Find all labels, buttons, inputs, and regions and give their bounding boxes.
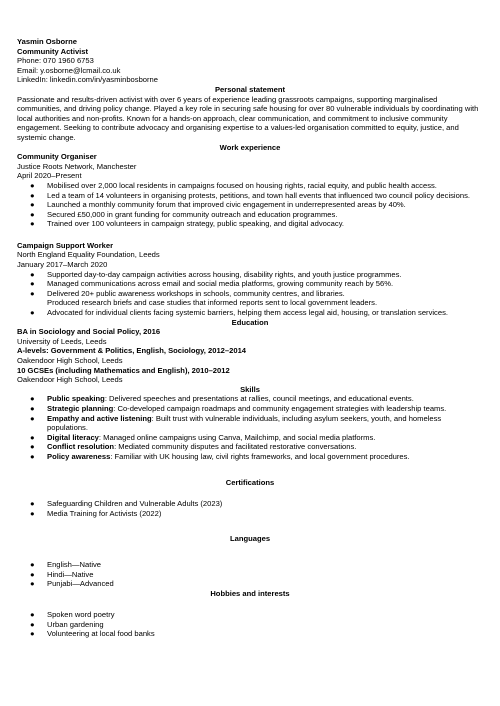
list-item: ● Hindi—Native — [30, 569, 94, 579]
bullet-icon: ● — [30, 619, 35, 629]
education-degree: A-levels: Government & Politics, English, Sociology, 2012–2014 — [17, 346, 247, 356]
bullet-icon: ● — [30, 610, 35, 620]
bullet-icon: ● — [30, 569, 35, 579]
job-dates: January 2017–March 2020 — [17, 260, 108, 270]
list-item: ● Secured £50,000 in grant funding for community outreach and education programmes. — [30, 209, 338, 219]
list-item: ● Managed communications across email and social media platforms, growing community reach by 56%. — [30, 279, 394, 289]
phone: Phone: 070 1960 6753 — [17, 56, 94, 66]
education-degree: BA in Sociology and Social Policy, 2016 — [17, 327, 161, 337]
job-bullets — [17, 181, 483, 229]
bullet-icon: ● — [30, 451, 35, 461]
skill-label: Conflict resolution — [47, 442, 115, 452]
list-item: ● Conflict resolution: Mediated community disputes and facilitated restorative conversations. — [30, 442, 357, 452]
bullet-icon: ● — [30, 200, 35, 210]
skills-list — [17, 394, 483, 461]
bullet-icon: ● — [30, 432, 35, 442]
education-school: Oakendoor High School, Leeds — [17, 375, 123, 385]
linkedin: LinkedIn: linkedin.com/in/yasminbosborne — [17, 75, 158, 85]
languages-heading: Languages — [229, 534, 271, 544]
skill-label: Public speaking — [47, 394, 105, 404]
education-school: Oakendoor High School, Leeds — [17, 356, 123, 365]
bullet-icon: ● — [30, 559, 35, 569]
candidate-title: Community Activist — [17, 46, 89, 56]
bullet-icon: ● — [30, 413, 35, 423]
skill-label: Strategic planning — [47, 403, 114, 413]
job-org: North England Equality Foundation, Leeds — [17, 250, 160, 260]
skills-heading: Skills — [240, 384, 260, 394]
job-org: Justice Roots Network, Manchester — [17, 161, 137, 171]
list-item: ● Media Training for Activists (2022) — [30, 508, 162, 518]
bullet-icon: ● — [30, 403, 35, 413]
list-item: ● Safeguarding Children and Vulnerable Adults (2023) — [30, 499, 223, 509]
list-item: ● English—Native — [30, 559, 102, 569]
languages-list — [17, 560, 483, 589]
list-item: ● Volunteering at local food banks — [30, 629, 155, 639]
hobbies-list — [17, 610, 483, 639]
list-item: ● Led a team of 14 volunteers in organising protests, petitions, and town hall events that influenced two council policy decisions. — [30, 190, 470, 200]
certifications-heading: Certifications — [225, 477, 275, 487]
bullet-icon: ● — [30, 180, 35, 190]
list-item-continuation: Produced research briefs and case studies that informed reports sent to local government leaders. — [47, 298, 378, 308]
list-item: ● Spoken word poetry — [30, 610, 115, 620]
bullet-icon: ● — [30, 579, 35, 589]
personal-statement-text: Passionate and results-driven activist with over 6 years of experience leading grassroots campaigns, supporting marginalised communities, and driving policy change. Played a key role in securing safe housing for over 80 vulnerable individuals by coordinating with local authorities and non-profits. Known for a hands-on approach, clear communication, and commitment to inclusive community engagement. Seeking to contribute advocacy and organising expertise to a values-led organisation committed to equity, justice, and systemic change. — [17, 94, 479, 142]
bullet-icon: ● — [30, 279, 35, 289]
skill-label: Digital literacy — [47, 432, 99, 442]
skill-label: Empathy and active listening — [47, 413, 152, 423]
job-bullets — [17, 270, 483, 318]
certifications-list — [17, 499, 483, 518]
list-item: ● Launched a monthly community forum that improved civic engagement in underrepresented areas by 40%. — [30, 200, 406, 210]
job-dates: April 2020–Present — [17, 171, 82, 181]
hobbies-heading: Hobbies and interests — [210, 588, 290, 598]
job-title: Community Organiser — [17, 152, 97, 162]
job-title: Campaign Support Worker — [17, 240, 114, 250]
list-item: ● Public speaking: Delivered speeches and presentations at rallies, council meetings, and educational events. — [30, 394, 414, 404]
bullet-icon: ● — [30, 190, 35, 200]
skill-label: Policy awareness — [47, 451, 111, 461]
list-item: ● Trained over 100 volunteers in campaign strategy, public speaking, and digital advocacy. — [30, 219, 345, 229]
cv-page — [17, 37, 483, 639]
bullet-icon: ● — [30, 288, 35, 298]
list-item: ● Empathy and active listening: Built trust with vulnerable individuals, including asylum seekers, youth, and homeless populations. — [30, 413, 442, 433]
email: Email: y.osborne@lcmail.co.uk — [17, 65, 121, 75]
list-item: ● Strategic planning: Co-developed campaign roadmaps and community engagement strategies with leadership teams. — [30, 403, 447, 413]
bullet-icon: ● — [30, 629, 35, 639]
education-school: University of Leeds, Leeds — [17, 336, 107, 346]
education-degree: 10 GCSEs (including Mathematics and English), 2010–2012 — [17, 365, 230, 375]
list-item: ● Mobilised over 2,000 local residents in campaigns focused on housing rights, racial equity, and public health access. — [30, 180, 437, 190]
bullet-icon: ● — [30, 499, 35, 509]
bullet-icon: ● — [30, 508, 35, 518]
bullet-icon: ● — [30, 394, 35, 404]
bullet-icon: ● — [30, 209, 35, 219]
list-item: ● Digital literacy: Managed online campaigns using Canva, Mailchimp, and social media platforms. — [30, 432, 376, 442]
personal-statement-heading: Personal statement — [214, 84, 286, 94]
education-heading: Education — [231, 317, 269, 327]
list-item: ● Punjabi—Advanced — [30, 579, 114, 589]
candidate-name: Yasmin Osborne — [17, 37, 77, 46]
list-item: ● Supported day-to-day campaign activities across housing, disability rights, and youth justice programmes. — [30, 269, 402, 279]
bullet-icon: ● — [30, 269, 35, 279]
list-item: ● Advocated for individual clients facing systemic barriers, helping them access legal aid, housing, or translation services. — [30, 308, 448, 318]
work-experience-heading: Work experience — [219, 142, 281, 152]
bullet-icon: ● — [30, 442, 35, 452]
list-item: ● Delivered 20+ public awareness workshops in schools, community centres, and libraries. — [30, 288, 345, 298]
list-item: ● Urban gardening — [30, 619, 104, 629]
bullet-icon: ● — [30, 308, 35, 318]
list-item: ● Policy awareness: Familiar with UK housing law, civil rights frameworks, and local government procedures. — [30, 451, 410, 461]
bullet-icon: ● — [30, 219, 35, 229]
